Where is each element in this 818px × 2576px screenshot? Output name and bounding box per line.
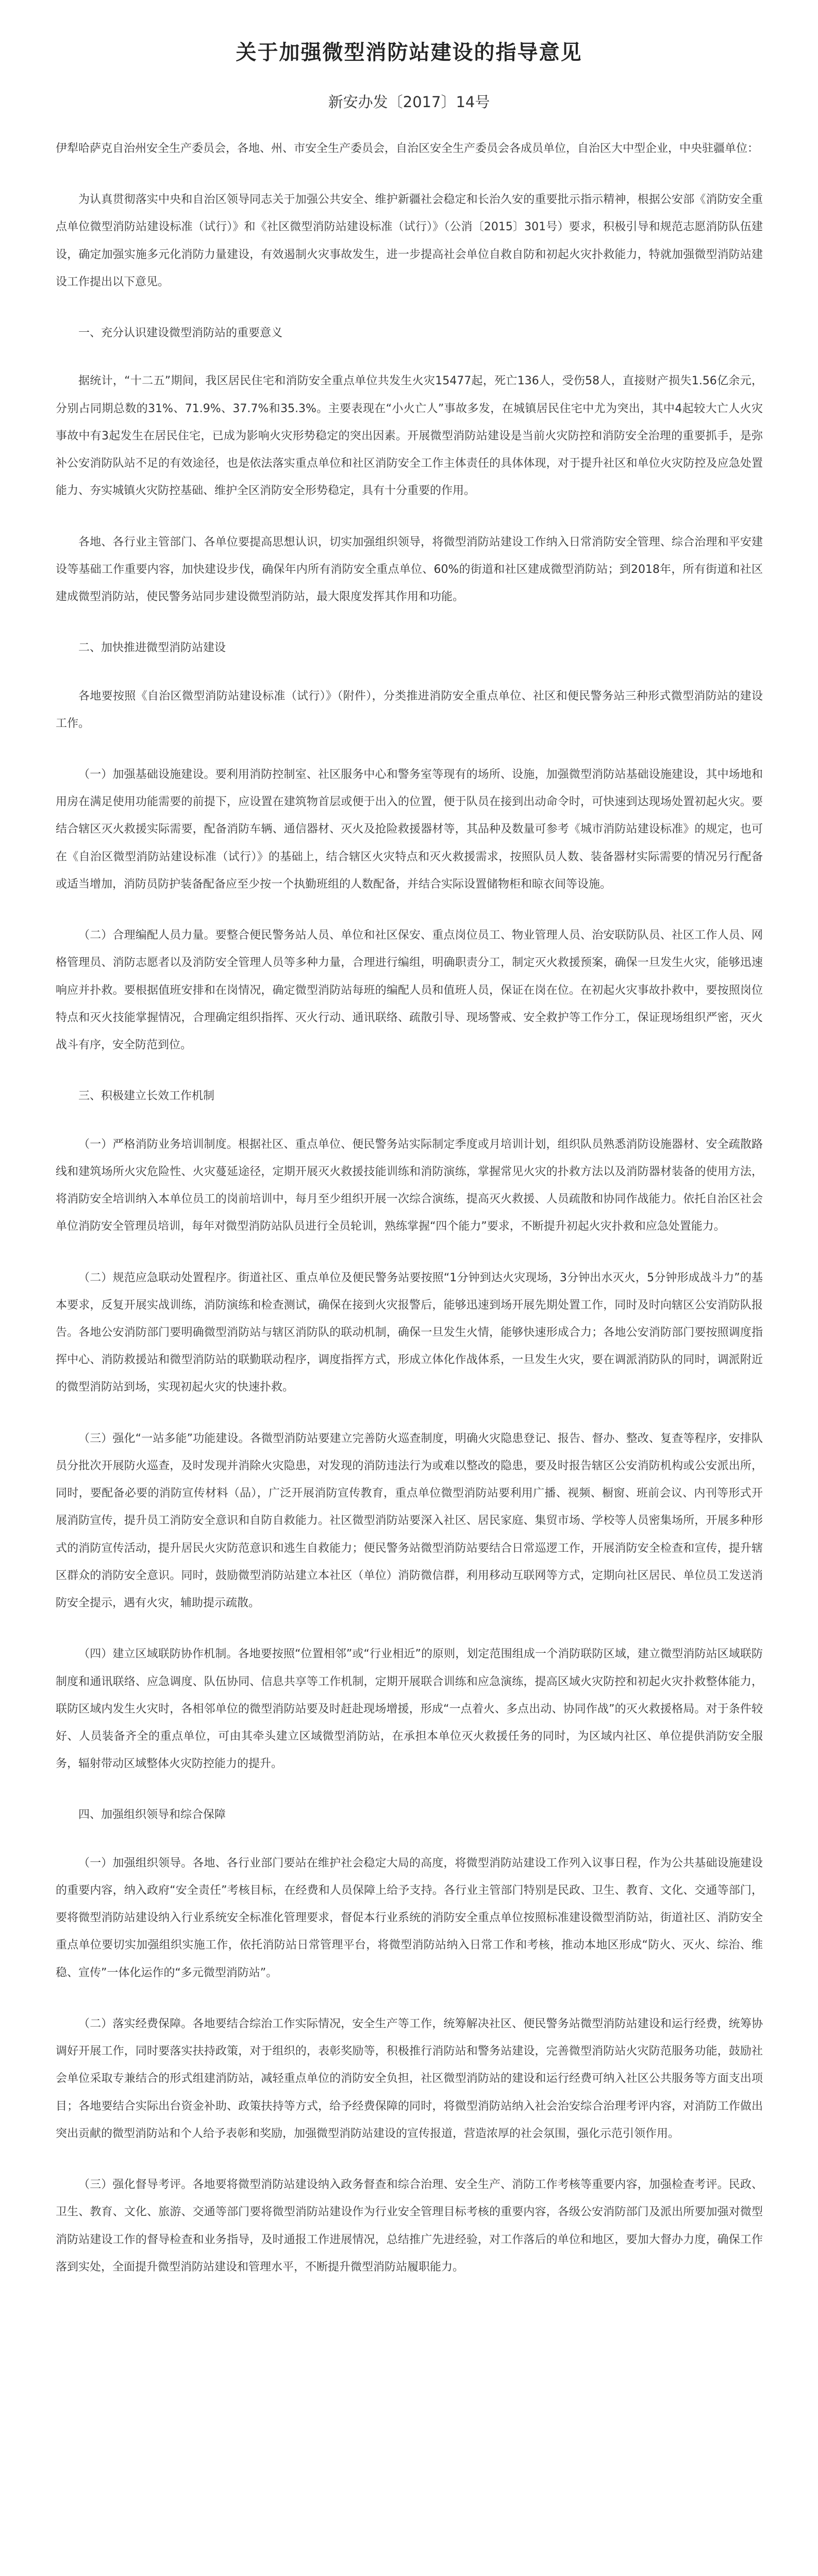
document-number: 新安办发〔2017〕14号 bbox=[328, 93, 490, 111]
paragraph: 据统计，“十二五”期间，我区居民住宅和消防安全重点单位共发生火灾15477起，死亡136人，受伤58人，直接财产损失1.56亿余元，分别占同期总数的31%、71.9%、37.7%和35.3%。主要表现在“小火亡人”事故多发，在城镇居民住宅中尤为突出，其中4起较大亡人火灾事故中有3起发生在居民住宅，已成为影响火灾形势稳定的突出因素。开展微型消防站建设是当前火灾防控和消防安全治理的重要抓手，是弥补公安消防队站不足的有效途径，也是依法落实重点单位和社区消防安全工作主体责任的具体体现，对于提升社区和单位火灾防控及应急处置能力、夯实城镇火灾防控基础、维护全区消防安全形势稳定，具有十分重要的作用。 bbox=[56, 375, 763, 498]
paragraph: （二）落实经费保障。各地要结合综治工作实际情况，安全生产等工作，统筹解决社区、便民警务站微型消防站建设和运行经费，统筹协调好开展工作，同时要落实扶持政策，对于组织的，表彰奖励等，积极推行消防站和警务站建设，完善微型消防站火灾防范服务功能，鼓励社会单位采取专兼结合的形式组建消防站，减轻重点单位的消防安全负担，社区微型消防站的建设和运行经费可纳入社区公共服务等方面支出项目；各地要结合实际出台资金补助、政策扶持等方式，给予经费保障的同时，将微型消防站纳入社会治安综合治理考评内容，对消防工作做出突出贡献的微型消防站和个人给予表彰和奖励，加强微型消防站建设的宣传报道，营造浓厚的社会氛围，强化示范引领作用。 bbox=[56, 2017, 763, 2140]
paragraph: 各地要按照《自治区微型消防站建设标准（试行）》（附件），分类推进消防安全重点单位、社区和便民警务站三种形式微型消防站的建设工作。 bbox=[56, 689, 763, 730]
paragraph: （一）加强基础设施建设。要利用消防控制室、社区服务中心和警务室等现有的场所、设施，加强微型消防站基础设施建设，其中场地和用房在满足使用功能需要的前提下，应设置在建筑物首层或便于出入的位置，便于队员在接到出动命令时，可快速到达现场处置初起火灾。要结合辖区灭火救援实际需要，配备消防车辆、通信器材、灭火及抢险救援器材等，其品种及数量可参考《城市消防站建设标准》的规定，也可在《自治区微型消防站建设标准（试行）》的基础上，结合辖区火灾特点和灭火救援需求，按照队员人数、装备器材实际需要的情况另行配备或适当增加，消防员防护装备配备应至少按一个执勤班组的人数配备，并结合实际设置储物柜和晾衣间等设施。 bbox=[56, 768, 763, 891]
paragraph: （一）加强组织领导。各地、各行业部门要站在维护社会稳定大局的高度，将微型消防站建设工作列入议事日程，作为公共基础设施建设的重要内容，纳入政府“安全责任”考核目标，在经费和人员保障上给予支持。各行业主管部门特别是民政、卫生、教育、文化、交通等部门，要将微型消防站建设纳入行业系统安全标准化管理要求，督促本行业系统的消防安全重点单位按照标准建设微型消防站，街道社区、消防安全重点单位要切实加强组织实施工作，依托消防站日常管理平台，将微型消防站纳入日常工作和考核，推动本地区形成“防火、灭火、综治、维稳、宣传”一体化运作的“多元微型消防站”。 bbox=[56, 1856, 763, 1979]
section-heading-4: 四、加强组织领导和综合保障 bbox=[78, 1808, 226, 1822]
paragraph: （三）强化“一站多能”功能建设。各微型消防站要建立完善防火巡查制度，明确火灾隐患登记、报告、督办、整改、复查等程序，安排队员分批次开展防火巡查，及时发现并消除火灾隐患，对发现的消防违法行为或难以整改的隐患，要及时报告辖区公安消防机构或公安派出所，同时，要配备必要的消防宣传材料（品），广泛开展消防宣传教育，重点单位微型消防站要利用广播、视频、橱窗、班前会议、内刊等形式开展消防宣传，提升员工消防安全意识和自防自救能力。社区微型消防站要深入社区、居民家庭、集贸市场、学校等人员密集场所，开展多种形式的消防宣传活动，提升居民火灾防范意识和逃生自救能力；便民警务站微型消防站要结合日常巡逻工作，开展消防安全检查和宣传，提升辖区群众的消防安全意识。同时，鼓励微型消防站建立本社区（单位）消防微信群，利用移动互联网等方式，定期向社区居民、单位员工发送消防安全提示，遇有火灾，辅助提示疏散。 bbox=[56, 1432, 763, 1610]
section-heading-1: 一、充分认识建设微型消防站的重要意义 bbox=[78, 327, 283, 340]
addressee: 伊犁哈萨克自治州安全生产委员会，各地、州、市安全生产委员会，自治区安全生产委员会各成员单位，自治区大中型企业，中央驻疆单位： bbox=[56, 142, 759, 155]
paragraph: （一）严格消防业务培训制度。根据社区、重点单位、便民警务站实际制定季度或月培训计划，组织队员熟悉消防设施器材、安全疏散路线和建筑场所火灾危险性、火灾蔓延途径，定期开展灭火救援技能训练和消防演练，掌握常见火灾的扑救方法以及消防器材装备的使用方法，将消防安全培训纳入本单位员工的岗前培训中，每月至少组织开展一次综合演练，提高灭火救援、人员疏散和协同作战能力。依托自治区社会单位消防安全管理员培训，每年对微型消防站队员进行全员轮训，熟练掌握“四个能力”要求，不断提升初起火灾扑救和应急处置能力。 bbox=[56, 1138, 763, 1233]
document-body bbox=[56, 135, 763, 2576]
section-heading-2: 二、加快推进微型消防站建设 bbox=[78, 641, 226, 655]
document-title: 关于加强微型消防站建设的指导意见 bbox=[236, 41, 582, 64]
paragraph: 各地、各行业主管部门、各单位要提高思想认识，切实加强组织领导，将微型消防站建设工作纳入日常消防安全管理、综合治理和平安建设等基础工作重要内容，加快建设步伐，确保年内所有消防安全重点单位、60%的街道和社区建成微型消防站；到2018年，所有街道和社区建成微型消防站，使民警务站同步建设微型消防站，最大限度发挥其作用和功能。 bbox=[56, 535, 763, 604]
paragraph: （二）合理编配人员力量。要整合便民警务站人员、单位和社区保安、重点岗位员工、物业管理人员、治安联防队员、社区工作人员、网格管理员、消防志愿者以及消防安全管理人员等多种力量，合理进行编组，明确职责分工，制定灭火救援预案，确保一旦发生火灾，能够迅速响应并扑救。要根据值班安排和在岗情况，确定微型消防站每班的编配人员和值班人员，保证在岗在位。在初起火灾事故扑救中，要按照岗位特点和灭火技能掌握情况，合理确定组织指挥、灭火行动、通讯联络、疏散引导、现场警戒、安全救护等工作分工，保证现场组织严密，灭火战斗有序，安全防范到位。 bbox=[56, 929, 763, 1052]
preamble-paragraph: 为认真贯彻落实中央和自治区领导同志关于加强公共安全、维护新疆社会稳定和长治久安的重要批示指示精神，根据公安部《消防安全重点单位微型消防站建设标准（试行）》和《社区微型消防站建设标准（试行）》（公消〔2015〕301号）要求，积极引导和规范志愿消防队伍建设，确定加强实施多元化消防力量建设，有效遏制火灾事故发生，进一步提高社会单位自救自防和初起火灾扑救能力，特就加强微型消防站建设工作提出以下意见。 bbox=[56, 193, 763, 289]
paragraph: （三）强化督导考评。各地要将微型消防站建设纳入政务督查和综合治理、安全生产、消防工作考核等重要内容，加强检查考评。民政、卫生、教育、文化、旅游、交通等部门要将微型消防站建设作为行业安全管理目标考核的重要内容，各级公安消防部门及派出所要加强对微型消防站建设工作的督导检查和业务指导，及时通报工作进展情况，总结推广先进经验，对工作落后的单位和地区，要加大督办力度，确保工作落到实处，全面提升微型消防站建设和管理水平，不断提升微型消防站履职能力。 bbox=[56, 2178, 763, 2274]
paragraph: （二）规范应急联动处置程序。街道社区、重点单位及便民警务站要按照“1分钟到达火灾现场，3分钟出水灭火，5分钟形成战斗力”的基本要求，反复开展实战训练，消防演练和检查测试，确保在接到火灾报警后，能够迅速到场开展先期处置工作，同时及时向辖区公安消防队报告。各地公安消防部门要明确微型消防站与辖区消防队的联动机制，确保一旦发生火情，能够快速形成合力；各地公安消防部门要按照调度指挥中心、消防救援站和微型消防站的联勤联动程序，调度指挥方式，形成立体化作战体系，一旦发生火灾，要在调派消防队的同时，调派附近的微型消防站到场，实现初起火灾的快速扑救。 bbox=[56, 1271, 763, 1394]
section-heading-3: 三、积极建立长效工作机制 bbox=[78, 1090, 215, 1103]
paragraph: （四）建立区域联防协作机制。各地要按照“位置相邻”或“行业相近”的原则，划定范围组成一个消防联防区域，建立微型消防站区域联防制度和通讯联络、应急调度、队伍协同、信息共享等工作机制，定期开展联合训练和应急演练，提高区域火灾防控和初起火灾扑救整体能力，联防区域内发生火灾时，各相邻单位的微型消防站要及时赶赴现场增援，形成“一点着火、多点出动、协同作战”的灭火救援格局。对于条件较好、人员装备齐全的重点单位，可由其牵头建立区域微型消防站，在承担本单位灭火救援任务的同时，为区域内社区、单位提供消防安全服务，辐射带动区域整体火灾防控能力的提升。 bbox=[56, 1648, 763, 1771]
